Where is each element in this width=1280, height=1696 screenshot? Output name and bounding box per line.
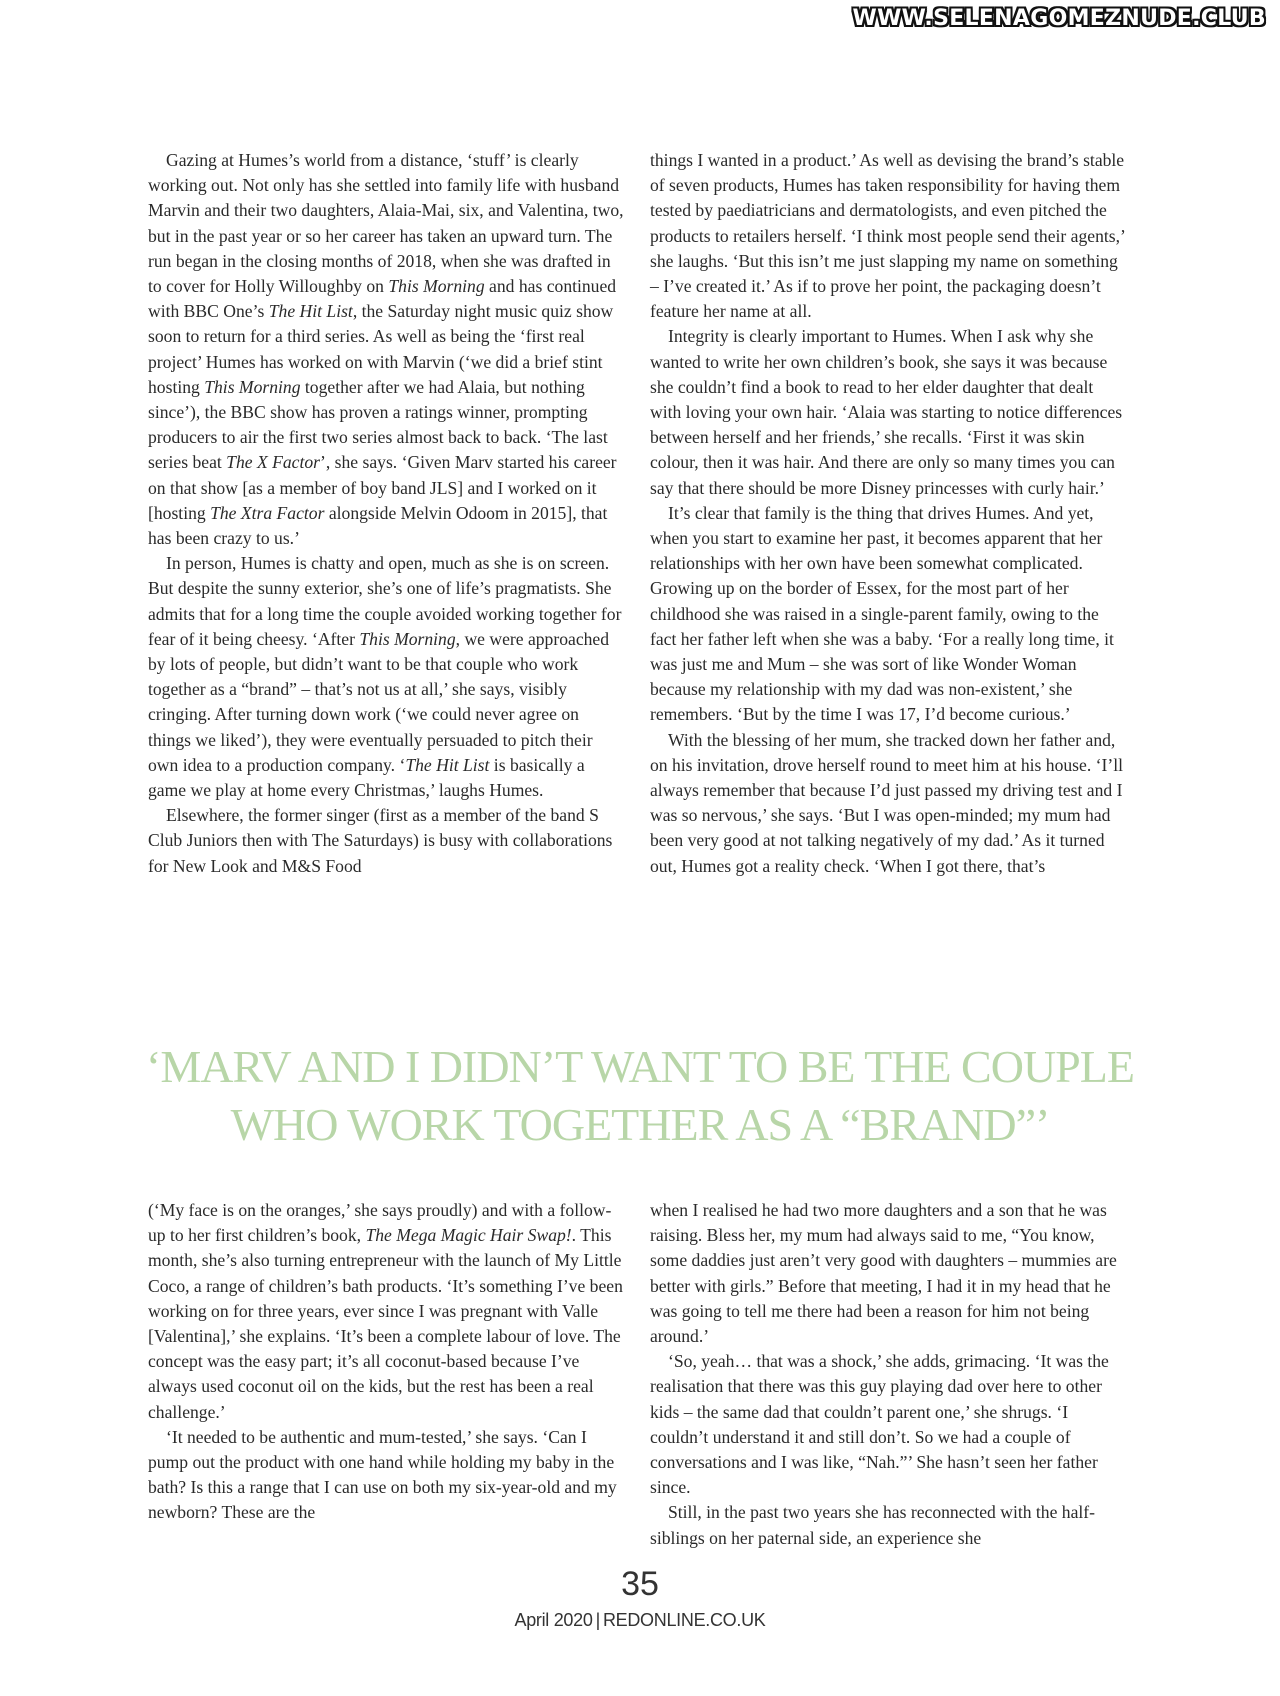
issue-date: April 2020	[514, 1610, 593, 1630]
page-number: 35	[621, 1565, 659, 1603]
article-paragraph: ‘So, yeah… that was a shock,’ she adds, grimacing. ‘It was the realisation that there was this guy playing dad over here to other kids – the same dad that couldn’t parent one,’ she shrugs. ‘I couldn’t understand it and still don’t. So we had a couple of conversations and I was like, “Nah.”’ She hasn’t seen her father since.	[650, 1351, 1109, 1498]
article-paragraph: things I wanted in a product.’ As well as devising the brand’s stable of seven products, Humes has taken responsibility for having them tested by paediatricians and dermatologists, and even pitched the products to retailers herself. ‘I think most people send their agents,’ she laughs. ‘But this isn’t me just slapping my name on something – I’ve created it.’ As if to prove her point, the packaging doesn’t feature her name at all.	[650, 150, 1125, 322]
footer-separator: |	[595, 1610, 600, 1630]
italic-title: The Hit List	[268, 301, 353, 322]
italic-title: The X Factor	[226, 452, 320, 473]
article-paragraph: (‘My face is on the oranges,’ she says proudly) and with a follow-up to her first children’s book, The Mega Magic Hair Swap!. This month, she’s also turning entrepreneur with the launch of My Little Coco, a range of children’s bath products. ‘It’s something I’ve been working on for three years, ever since I was pregnant with Valle [Valentina],’ she explains. ‘It’s been a complete labour of love. The concept was the easy part; it’s all coconut-based because I’ve always used coconut oil on the kids, but the rest has been a real challenge.’	[148, 1200, 623, 1422]
article-paragraph: Integrity is clearly important to Humes. When I ask why she wanted to write her own children’s book, she says it was because she couldn’t find a book to read to her elder daughter that dealt with loving your own hair. ‘Alaia was starting to notice differences between herself and her friends,’ she recalls. ‘First it was skin colour, then it was hair. And there are only so many times you can say that there should be more Disney princesses with curly hair.’	[650, 326, 1123, 498]
article-paragraph: when I realised he had two more daughters and a son that he was raising. Bless her, my mum had always said to me, “You know, some daddies just aren’t very good with daughters – mummies are better with girls.” Before that meeting, I had it in my head that he was going to tell me there had been a reason for him not being around.’	[650, 1200, 1117, 1347]
article-column-top-left	[148, 148, 626, 879]
italic-title: This Morning	[388, 276, 485, 297]
article-paragraph: ‘It needed to be authentic and mum-tested,’ she says. ‘Can I pump out the product with one hand while holding my baby in the bath? Is this a range that I can use on both my six-year-old and my newborn? These are the	[148, 1426, 617, 1523]
article-paragraph: In person, Humes is chatty and open, much as she is on screen. But despite the sunny exterior, she’s one of life’s pragmatists. She admits that for a long time the couple avoided working together for fear of it being cheesy. ‘After This Morning, we were approached by lots of people, but didn’t want to be that couple who work together as a “brand” – that’s not us at all,’ she says, visibly cringing. After turning down work (‘we could never agree on things we liked’), they were eventually persuaded to pitch their own idea to a production company. ‘The Hit List is basically a game we play at home every Christmas,’ laughs Humes.	[148, 553, 622, 801]
italic-title: This Morning	[359, 628, 456, 649]
article-paragraph: Gazing at Humes’s world from a distance, ‘stuff’ is clearly working out. Not only has she settled into family life with husband Marvin and their two daughters, Alaia-Mai, six, and Valentina, two, but in the past year or so her career has taken an upward turn. The run began in the closing months of 2018, when she was drafted in to cover for Holly Willoughby on This Morning and has continued with BBC One’s The Hit List, the Saturday night music quiz show soon to return for a third series. As well as being the ‘first real project’ Humes has worked on with Marvin (‘we did a brief stint hosting This Morning together after we had Alaia, but nothing since’), the BBC show has proven a ratings winner, prompting producers to air the first two series almost back to back. ‘The last series beat The X Factor’, she says. ‘Given Marv started his career on that show [as a member of boy band JLS] and I worked on it [hosting The Xtra Factor alongside Melvin Odoom in 2015], that has been crazy to us.’	[148, 150, 624, 549]
pull-quote	[100, 1038, 1180, 1154]
italic-title: The Mega Magic Hair Swap!	[365, 1225, 572, 1246]
pull-quote-line-2: WHO WORK TOGETHER AS A “BRAND”’	[230, 1099, 1050, 1150]
italic-title: The Xtra Factor	[210, 502, 325, 523]
article-paragraph: With the blessing of her mum, she tracked down her father and, on his invitation, drove herself round to meet him at his house. ‘I’ll always remember that because I’d just passed my driving test and I was so nervous,’ she says. ‘But I was open-minded; my mum had been very good at not talking negatively of my dad.’ As it turned out, Humes got a reality check. ‘When I got there, that’s	[650, 729, 1123, 876]
article-paragraph: It’s clear that family is the thing that drives Humes. And yet, when you start to examine her past, it becomes apparent that her relationships with her own have been somewhat complicated. Growing up on the border of Essex, for the most part of her childhood she was raised in a single-parent family, owing to the fact her father left when she was a baby. ‘For a really long time, it was just me and Mum – she was sort of like Wonder Woman because my relationship with my dad was non-existent,’ she remembers. ‘But by the time I was 17, I’d become curious.’	[650, 502, 1114, 725]
page-footer	[0, 1610, 1280, 1631]
italic-title: This Morning	[204, 376, 301, 397]
article-column-top-right	[650, 148, 1128, 879]
pull-quote-line-1: ‘MARV AND I DIDN’T WANT TO BE THE COUPLE	[146, 1041, 1134, 1092]
website-link[interactable]: REDONLINE.CO.UK	[602, 1610, 766, 1630]
watermark-text: WWW.SELENAGOMEZNUDE.CLUB	[852, 6, 1266, 31]
article-paragraph: Still, in the past two years she has reconnected with the half-siblings on her paternal side, an experience she	[650, 1502, 1096, 1548]
italic-title: The Hit List	[405, 754, 490, 775]
article-paragraph: Elsewhere, the former singer (first as a member of the band S Club Juniors then with The Saturdays) is busy with collaborations for New Look and M&S Food	[148, 805, 613, 876]
article-column-bottom-left	[148, 1198, 626, 1526]
article-column-bottom-right	[650, 1198, 1128, 1551]
